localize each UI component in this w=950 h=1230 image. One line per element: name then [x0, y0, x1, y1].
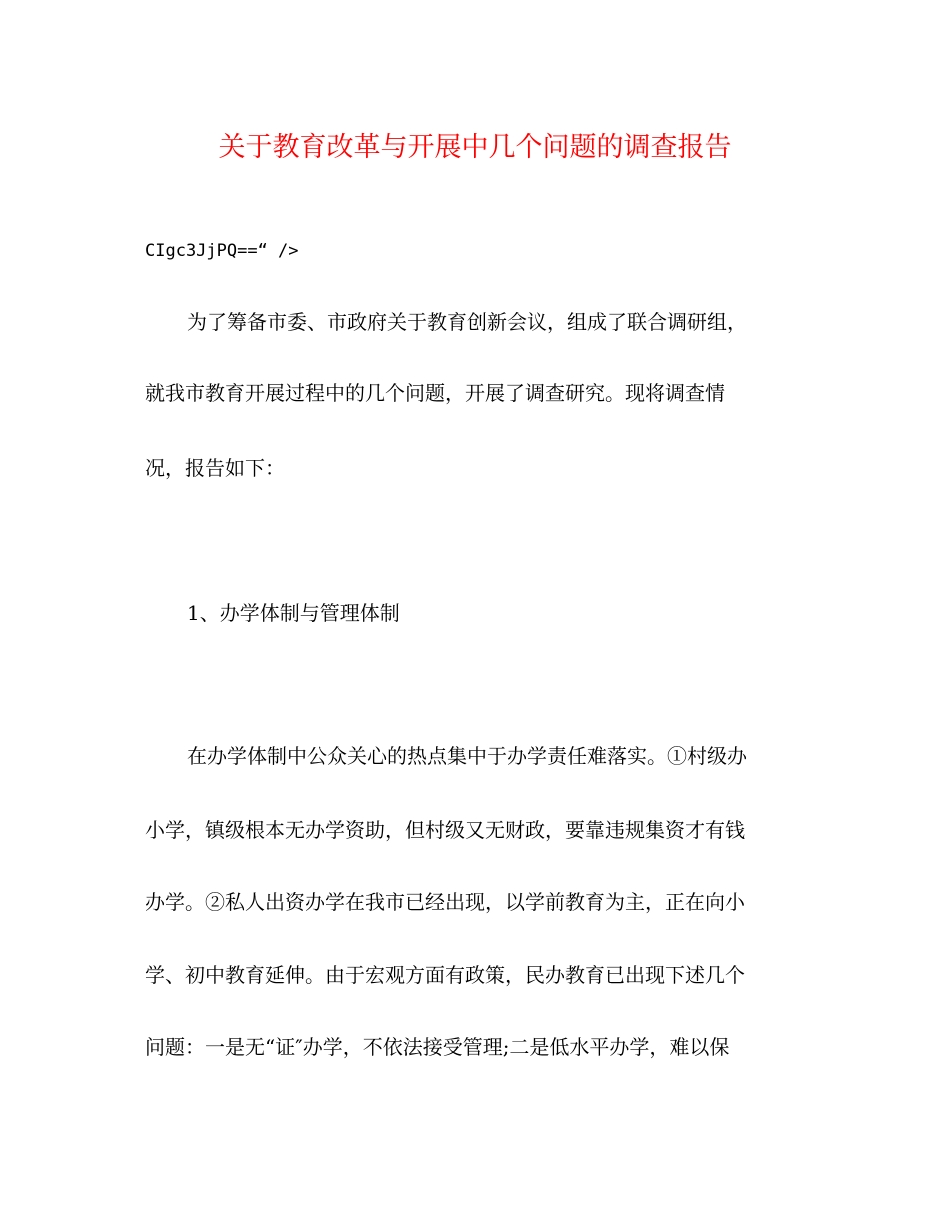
body-line-5: 问题：一是无“证″办学，不依法接受管理;二是低水平办学，难以保 [145, 1035, 730, 1059]
body-line-1: 在办学体制中公众关心的热点集中于办学责任难落实。①村级办 [187, 744, 747, 768]
document-title: 关于教育改革与开展中几个问题的调查报告 [218, 132, 732, 163]
intro-line-2: 就我市教育开展过程中的几个问题，开展了调查研究。现将调查情 [145, 381, 725, 405]
body-line-2: 小学，镇级根本无办学资助，但村级又无财政，要靠违规集资才有钱 [145, 818, 745, 842]
body-line-4: 学、初中教育延伸。由于宏观方面有政策，民办教育已出现下述几个 [145, 963, 745, 987]
intro-line-1: 为了筹备市委、市政府关于教育创新会议，组成了联合调研组， [187, 310, 747, 334]
code-line: CIgc3JjPQ==“ /> [145, 241, 299, 261]
intro-line-3: 况，报告如下： [145, 456, 285, 480]
section-heading: 1、办学体制与管理体制 [187, 601, 400, 625]
body-line-3: 办学。②私人出资办学在我市已经出现，以学前教育为主，正在向小 [145, 890, 745, 914]
